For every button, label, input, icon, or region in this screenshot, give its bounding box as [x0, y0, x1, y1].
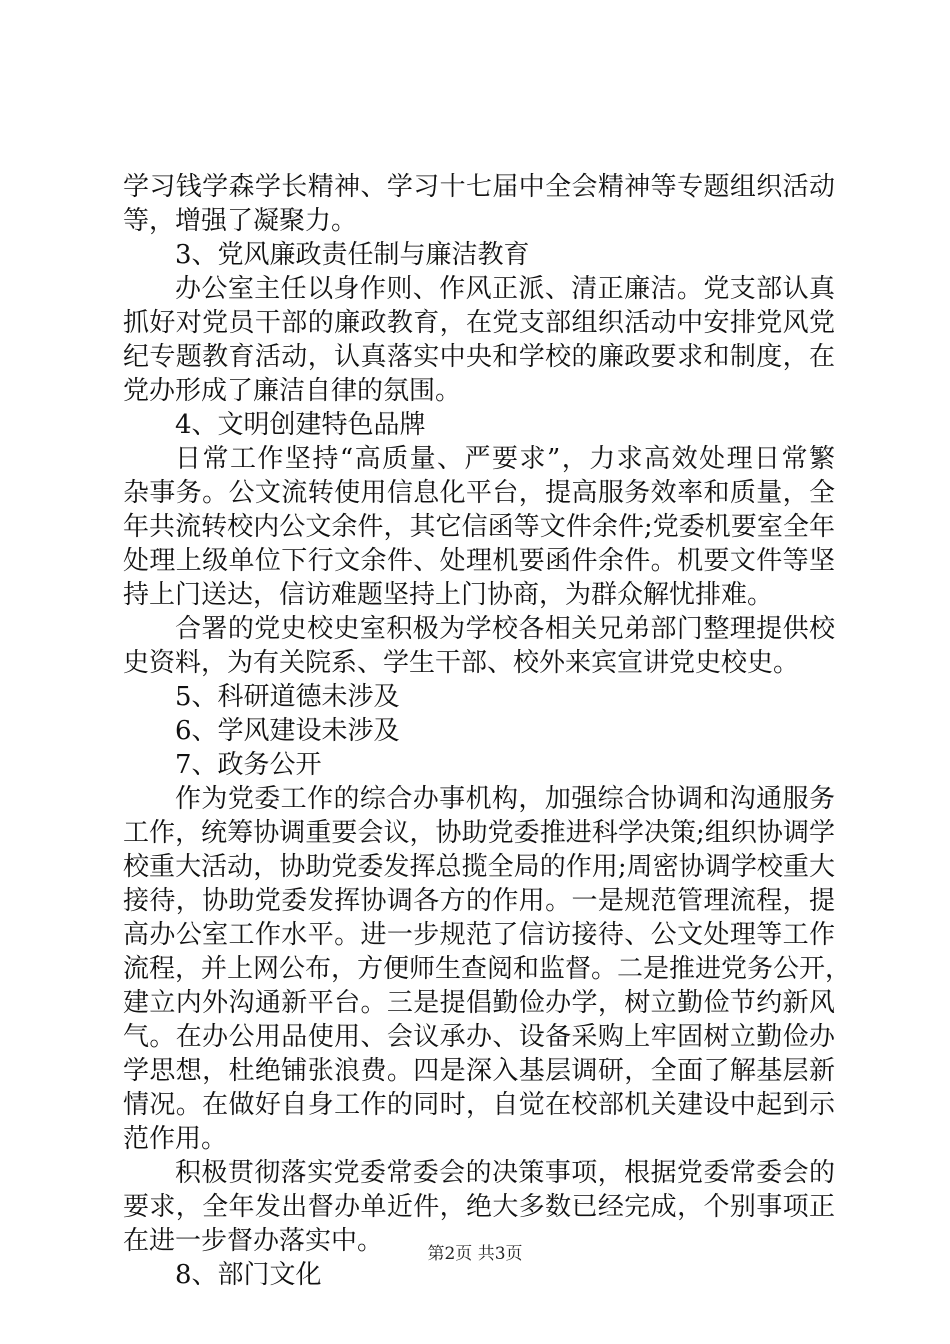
paragraph-first-line: 合署的党史校史室积极为学校各相关兄弟部门整理提供校 [175, 614, 835, 644]
body-line: 年共流转校内公文余件，其它信函等文件余件;党委机要室全年 [123, 512, 835, 542]
section-heading: 6、学风建设未涉及 [175, 716, 400, 746]
body-line: 杂事务。公文流转使用信息化平台，提高服务效率和质量，全 [123, 478, 835, 508]
body-line: 校重大活动，协助党委发挥总揽全局的作用;周密协调学校重大 [123, 852, 835, 882]
body-line: 要求，全年发出督办单近件，绝大多数已经完成，个别事项正 [123, 1192, 835, 1222]
body-line: 在进一步督办落实中。 [123, 1226, 384, 1256]
body-line: 处理上级单位下行文余件、处理机要函件余件。机要文件等坚 [123, 546, 835, 576]
section-heading: 5、科研道德未涉及 [175, 682, 400, 712]
paragraph-first-line: 办公室主任以身作则、作风正派、清正廉洁。党支部认真 [175, 274, 835, 304]
body-line: 党办形成了廉洁自律的氛围。 [123, 376, 462, 406]
body-line: 接待，协助党委发挥协调各方的作用。一是规范管理流程，提 [123, 886, 835, 916]
section-heading: 4、文明创建特色品牌 [175, 410, 426, 440]
section-heading: 3、党风廉政责任制与廉洁教育 [175, 240, 530, 270]
document-body [123, 170, 852, 1292]
body-line: 史资料，为有关院系、学生干部、校外来宾宣讲党史校史。 [123, 648, 800, 678]
body-line: 工作，统筹协调重要会议，协助党委推进科学决策;组织协调学 [123, 818, 835, 848]
paragraph-first-line: 作为党委工作的综合办事机构，加强综合协调和沟通服务 [175, 784, 835, 814]
body-line: 气。在办公用品使用、会议承办、设备采购上牢固树立勤俭办 [123, 1022, 835, 1052]
page-footer: 第2页 共3页 [427, 1244, 523, 1264]
body-line: 学习钱学森学长精神、学习十七届中全会精神等专题组织活动 [123, 172, 835, 202]
paragraph-first-line: 日常工作坚持“高质量、严要求”，力求高效处理日常繁 [175, 444, 835, 474]
section-heading: 7、政务公开 [175, 750, 322, 780]
body-line: 流程，并上网公布，方便师生查阅和监督。二是推进党务公开， [123, 954, 852, 984]
paragraph-first-line: 积极贯彻落实党委常委会的决策事项，根据党委常委会的 [175, 1158, 835, 1188]
body-line: 学思想，杜绝铺张浪费。四是深入基层调研，全面了解基层新 [123, 1056, 835, 1086]
body-line: 抓好对党员干部的廉政教育，在党支部组织活动中安排党风党 [123, 308, 835, 338]
body-line: 建立内外沟通新平台。三是提倡勤俭办学，树立勤俭节约新风 [123, 988, 835, 1018]
body-line: 范作用。 [123, 1124, 228, 1154]
body-line: 情况。在做好自身工作的同时，自觉在校部机关建设中起到示 [123, 1090, 835, 1120]
section-heading: 8、部门文化 [175, 1260, 322, 1290]
body-line: 纪专题教育活动，认真落实中央和学校的廉政要求和制度，在 [123, 342, 835, 372]
body-line: 等，增强了凝聚力。 [123, 206, 358, 236]
body-line: 持上门送达，信访难题坚持上门协商，为群众解忧排难。 [123, 580, 774, 610]
body-line: 高办公室工作水平。进一步规范了信访接待、公文处理等工作 [123, 920, 835, 950]
